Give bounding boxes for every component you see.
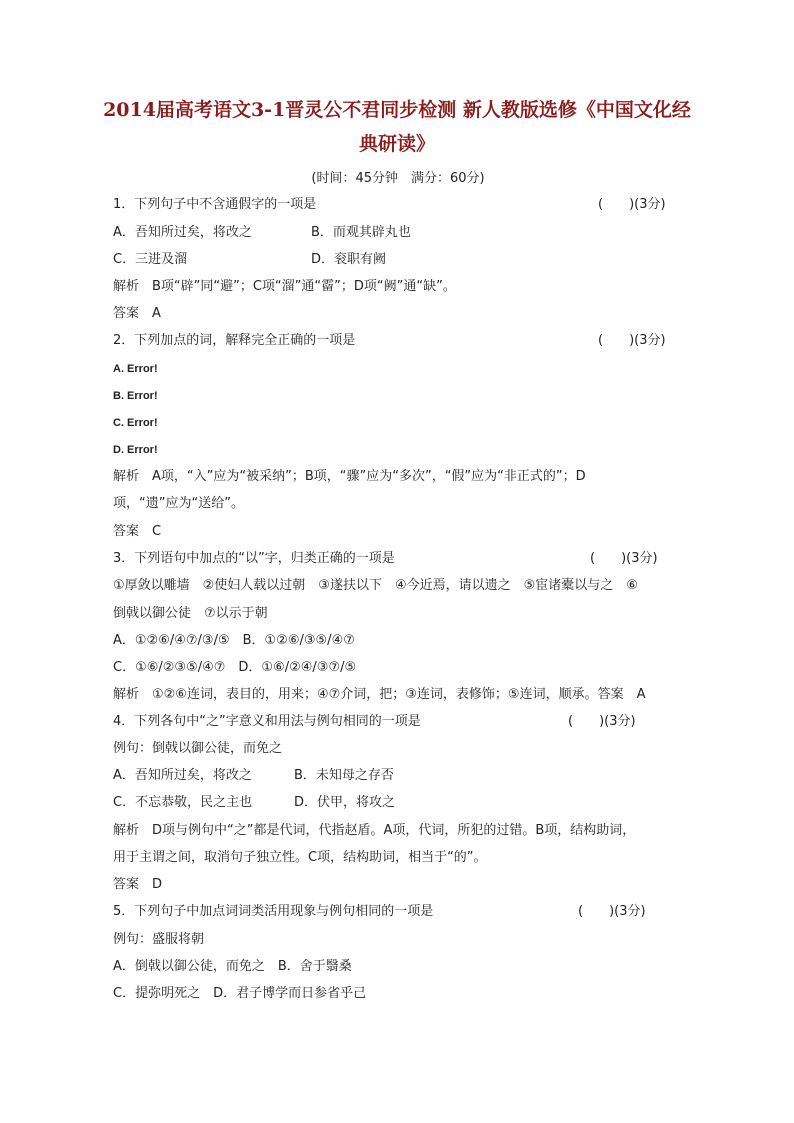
q4-analysis-line2: 用于主谓之间，取消句子独立性。C项，结构助词，相当于“的”。: [113, 850, 487, 865]
q2-stem-row: [113, 332, 683, 350]
q1-analysis: 解析 B项“辟”同“避”；C项“溜”通“霤”；D项“阙”通“缺”。: [113, 279, 456, 294]
q1-options-ab: [113, 224, 683, 242]
q5-stem: 5．下列句子中加点词词类活用现象与例句相同的一项是: [113, 904, 434, 919]
q4-example: 例句：倒戟以御公徒，而免之: [113, 741, 283, 756]
q1-options-cd: [113, 251, 683, 269]
q4-analysis-line1: 解析 D项与例句中“之”都是代词，代指赵盾。A项，代词，所犯的过错。B项，结构助词，: [113, 823, 636, 838]
q4-option-b: B．未知母之存否: [294, 768, 394, 783]
q1-option-c: C．三进及溜: [113, 252, 188, 267]
q3-score: ( )(3分): [590, 551, 658, 566]
q2-analysis-line1: 解析 A项，“入”应为“被采纳”；B项，“骤”应为“多次”，“假”应为“非正式的”；D: [113, 469, 586, 484]
q1-option-a: A．吾知所过矣，将改之: [113, 225, 252, 240]
q4-stem: 4．下列各句中“之”字意义和用法与例句相同的一项是: [113, 714, 421, 729]
q2-score: ( )(3分): [598, 333, 666, 348]
q4-answer: 答案 D: [113, 877, 163, 892]
q4-options-ab: [113, 767, 683, 785]
q1-option-b: B．而观其辟丸也: [311, 225, 411, 240]
q2-answer: 答案 C: [113, 524, 162, 539]
q4-options-cd: [113, 794, 683, 812]
q4-option-a: A．吾知所过矣，将改之: [113, 768, 252, 783]
q3-analysis: 解析 ①②⑥连词，表目的，用来；④⑦介词，把；③连词，表修饰；⑤连词，顺承。答案 A: [113, 687, 646, 702]
q2-stem: 2．下列加点的词，解释完全正确的一项是: [113, 333, 356, 348]
q2-option-b: B. Error!: [113, 390, 158, 402]
q5-example: 例句：盛服将朝: [113, 932, 205, 947]
q3-items-line2: 倒戟以御公徒 ⑦以示于朝: [113, 606, 268, 621]
q5-options-ab: A．倒戟以御公徒，而免之 B．舍于翳桑: [113, 959, 352, 974]
q4-stem-row: [113, 713, 683, 731]
q5-options-cd: C．提弥明死之 D．君子博学而日参省乎己: [113, 986, 367, 1001]
q1-score: ( )(3分): [598, 197, 666, 212]
q3-options-ab: A．①②⑥/④⑦/③/⑤ B．①②⑥/③⑤/④⑦: [113, 633, 355, 648]
q2-option-a: A. Error!: [113, 363, 158, 375]
q1-stem-row: [113, 196, 683, 214]
q3-stem: 3．下列语句中加点的“以”字，归类正确的一项是: [113, 551, 395, 566]
document-title-line1: 2014届高考语文3-1晋灵公不君同步检测 新人教版选修《中国文化经: [103, 99, 691, 121]
q2-option-c: C. Error!: [113, 417, 158, 429]
q4-score: ( )(3分): [568, 714, 636, 729]
q5-stem-row: [113, 903, 683, 921]
q3-options-cd: C．①⑥/②③⑤/④⑦ D．①⑥/②④/③⑦/⑤: [113, 660, 357, 675]
q2-analysis-line2: 项，“遗”应为“送给”。: [113, 496, 244, 511]
q4-option-c: C．不忘恭敬，民之主也: [113, 795, 253, 810]
q2-option-d: D. Error!: [113, 444, 158, 456]
q4-option-d: D．伏甲，将攻之: [294, 795, 396, 810]
q3-stem-row: [113, 550, 683, 568]
q1-answer: 答案 A: [113, 306, 161, 321]
q1-stem: 1．下列句子中不含通假字的一项是: [113, 197, 317, 212]
q1-option-d: D．衮职有阙: [311, 252, 387, 267]
exam-time-score: (时间：45分钟 满分：60分): [311, 171, 485, 186]
q5-score: ( )(3分): [578, 904, 646, 919]
document-title-line2: 典研读》: [358, 133, 435, 155]
q3-items-line1: ①厚敛以雕墙 ②使妇人载以过朝 ③遂扶以下 ④今近焉，请以遗之 ⑤宦诸橐以与之 ⑥: [113, 578, 638, 593]
